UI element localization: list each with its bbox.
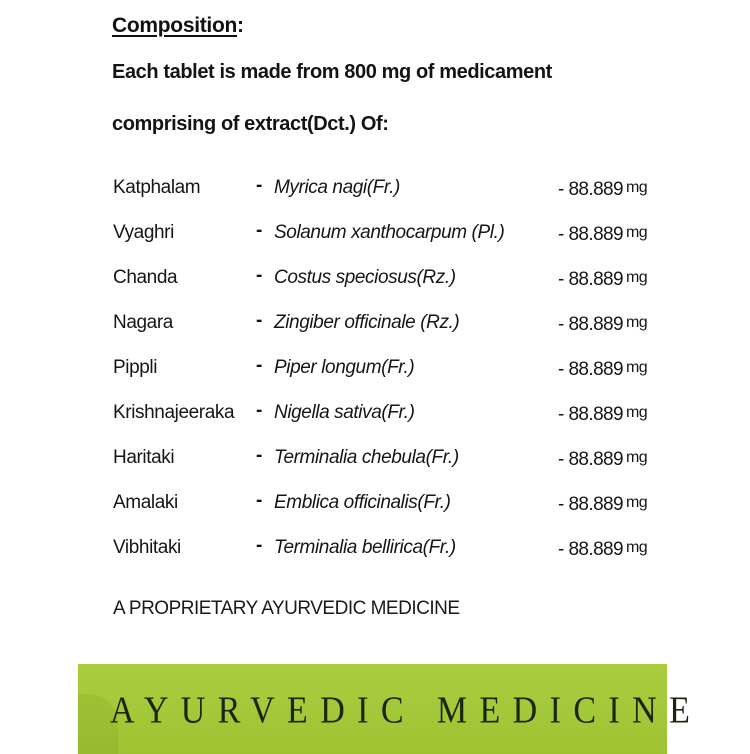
ingredient-name: Krishnajeeraka (113, 402, 235, 423)
qty-value: 88.889 (568, 179, 623, 200)
ingredient-row (113, 357, 673, 402)
ingredient-quantity (558, 179, 647, 201)
separator-dash: - (256, 490, 262, 511)
ingredient-quantity (558, 449, 647, 471)
ingredient-row (113, 492, 673, 537)
intro-line-2: comprising of extract(Dct.) Of: (112, 113, 389, 135)
separator-dash: - (256, 265, 262, 286)
ingredient-name: Vibhitaki (113, 537, 181, 558)
botanical-name: Costus speciosus(Rz.) (274, 267, 456, 288)
ingredient-name: Nagara (113, 312, 173, 333)
ingredient-row (113, 177, 673, 222)
ingredient-quantity (558, 224, 647, 246)
composition-heading (112, 14, 244, 38)
composition-colon: : (237, 14, 244, 37)
botanical-name: Zingiber officinale (Rz.) (274, 312, 460, 333)
ingredient-row (113, 222, 673, 267)
botanical-name: Solanum xanthocarpum (Pl.) (274, 222, 505, 243)
label-band (78, 664, 703, 754)
qty-dash: - (558, 449, 569, 470)
qty-dash: - (558, 359, 569, 380)
ingredient-quantity (558, 494, 647, 516)
separator-dash: - (256, 355, 262, 376)
botanical-name: Myrica nagi(Fr.) (274, 177, 400, 198)
qty-unit: mg (625, 539, 647, 556)
ingredient-name: Katphalam (113, 177, 201, 198)
qty-value: 88.889 (568, 359, 623, 380)
separator-dash: - (256, 220, 262, 241)
botanical-name: Emblica officinalis(Fr.) (274, 492, 451, 513)
qty-dash: - (558, 404, 569, 425)
qty-value: 88.889 (568, 269, 623, 290)
ingredient-name: Amalaki (113, 492, 178, 513)
qty-unit: mg (625, 404, 647, 421)
qty-value: 88.889 (568, 404, 623, 425)
separator-dash: - (256, 310, 262, 331)
separator-dash: - (256, 175, 262, 196)
ingredient-quantity (558, 359, 647, 381)
band-title: AYURVEDIC MEDICINE (110, 690, 703, 732)
botanical-name: Piper longum(Fr.) (274, 357, 415, 378)
ingredient-name: Chanda (113, 267, 178, 288)
qty-value: 88.889 (568, 539, 623, 560)
ingredient-quantity (558, 539, 647, 561)
qty-unit: mg (625, 314, 647, 331)
ingredient-name: Pippli (113, 357, 158, 378)
intro-line-1: Each tablet is made from 800 mg of medicament (112, 61, 552, 83)
ingredient-quantity (558, 269, 647, 291)
ingredient-quantity (558, 404, 647, 426)
separator-dash: - (256, 535, 262, 556)
qty-dash: - (558, 494, 569, 515)
botanical-name: Terminalia chebula(Fr.) (274, 447, 459, 468)
ingredient-row (113, 267, 673, 312)
ingredient-row (113, 402, 673, 447)
qty-dash: - (558, 179, 569, 200)
botanical-name: Terminalia bellirica(Fr.) (274, 537, 456, 558)
ingredient-name: Vyaghri (113, 222, 174, 243)
qty-unit: mg (625, 224, 647, 241)
ingredient-quantity (558, 314, 647, 336)
qty-value: 88.889 (568, 494, 623, 515)
qty-value: 88.889 (568, 314, 623, 335)
separator-dash: - (256, 400, 262, 421)
qty-unit: mg (625, 359, 647, 376)
ingredient-row (113, 312, 673, 357)
qty-unit: mg (625, 449, 647, 466)
ingredient-row (113, 537, 673, 582)
qty-dash: - (558, 539, 569, 560)
qty-unit: mg (625, 179, 647, 196)
ingredient-list (113, 177, 673, 582)
qty-dash: - (558, 224, 569, 245)
proprietary-note: A PROPRIETARY AYURVEDIC MEDICINE (113, 598, 460, 619)
qty-unit: mg (625, 269, 647, 286)
separator-dash: - (256, 445, 262, 466)
composition-title: Composition (112, 14, 238, 37)
ingredient-name: Haritaki (113, 447, 175, 468)
qty-value: 88.889 (568, 449, 623, 470)
botanical-name: Nigella sativa(Fr.) (274, 402, 415, 423)
qty-dash: - (558, 314, 569, 335)
ingredient-row (113, 447, 673, 492)
qty-value: 88.889 (568, 224, 623, 245)
qty-unit: mg (625, 494, 647, 511)
qty-dash: - (558, 269, 569, 290)
